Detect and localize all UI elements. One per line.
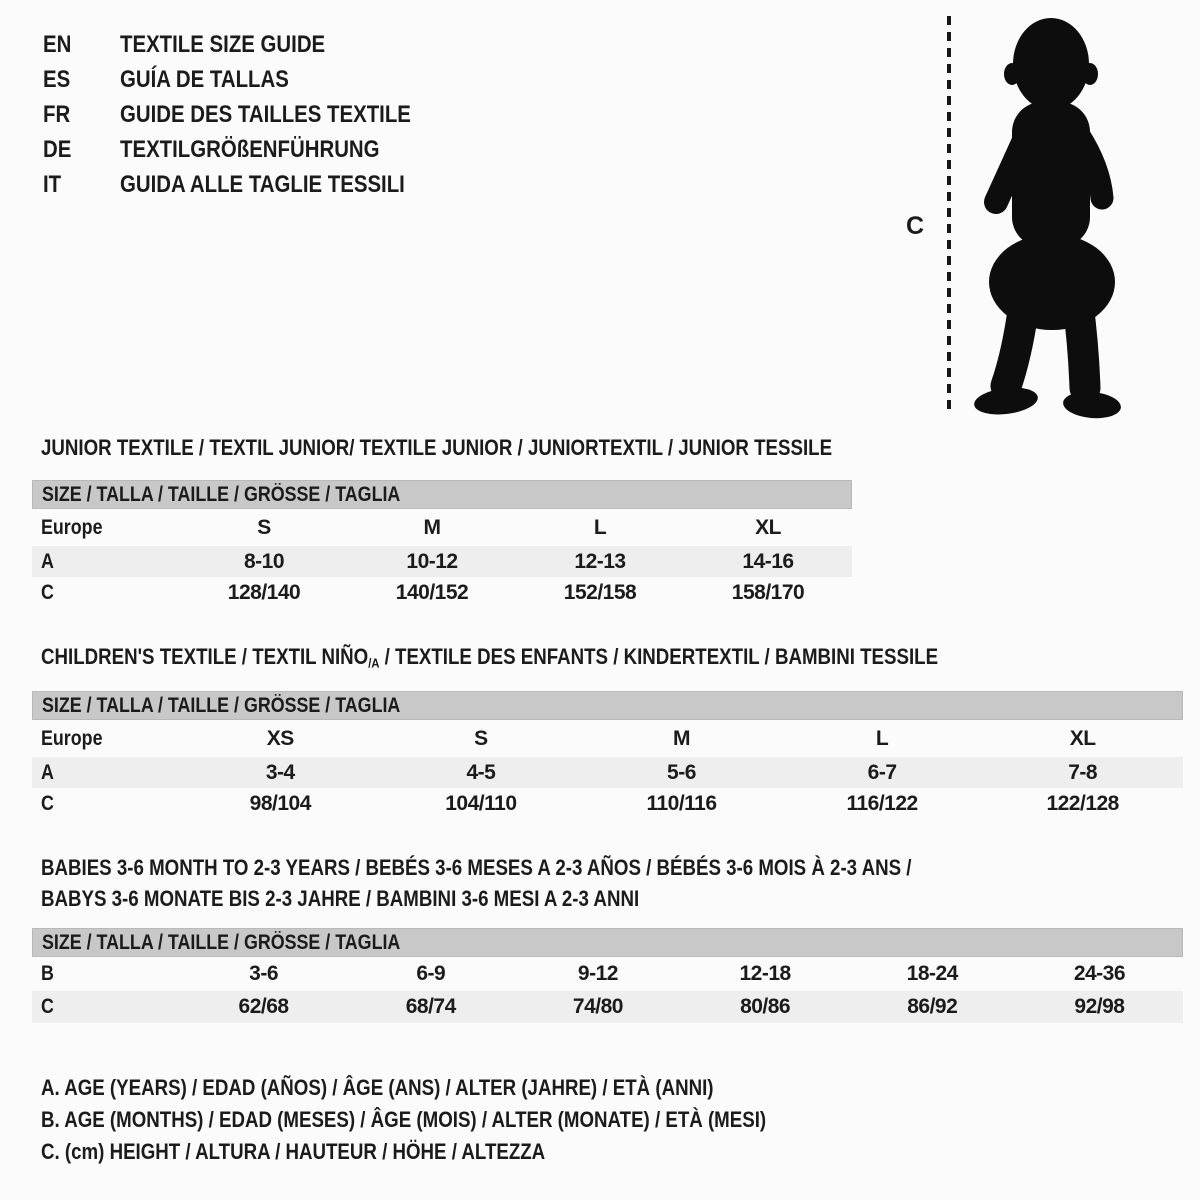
value-cell: 9-12: [577, 962, 618, 985]
language-header: [43, 27, 462, 202]
table-row-c: [32, 577, 852, 608]
language-code: IT: [43, 170, 62, 198]
size-cell: M: [423, 515, 441, 539]
value-cell: 110/116: [646, 791, 717, 815]
junior-size-table: [32, 480, 852, 608]
language-title: GUIDE DES TAILLES TEXTILE: [120, 100, 411, 128]
value-cell: 122/128: [1046, 791, 1119, 815]
size-cell: L: [593, 515, 607, 539]
table-row-europe: [32, 509, 852, 546]
table-row-a: [32, 757, 1183, 788]
value-cell: 12-13: [574, 549, 626, 573]
language-row-es: [43, 62, 462, 97]
row-label: A: [41, 549, 54, 573]
value-cell: 6-9: [416, 962, 446, 985]
language-title: TEXTILGRÖßENFÜHRUNG: [120, 135, 380, 163]
value-cell: 104/110: [445, 791, 517, 815]
measurement-legend: [41, 1072, 894, 1168]
size-header-bar: SIZE / TALLA / TAILLE / GRÖSSE / TAGLIA: [32, 928, 1183, 957]
row-label: Europe: [41, 726, 103, 750]
row-label: C: [41, 995, 54, 1018]
value-cell: 80/86: [740, 995, 791, 1018]
table-row-a: [32, 546, 852, 577]
value-cell: 98/104: [249, 791, 311, 815]
toddler-silhouette-icon: [962, 12, 1138, 420]
size-cell: S: [474, 726, 488, 750]
size-header-bar: SIZE / TALLA / TAILLE / GRÖSSE / TAGLIA: [32, 480, 852, 509]
children-section-title: CHILDREN'S TEXTILE / TEXTIL $NIÑO_{/A}$ / TEXTILE DES ENFANTS / KINDERTEXTIL / BAMBINI TESSILE: [41, 644, 939, 671]
table-row-b: [32, 957, 1183, 991]
row-label: Europe: [41, 515, 103, 539]
legend-line-a: A. AGE (YEARS) / EDAD (AÑOS) / ÂGE (ANS) / ALTER (JAHRE) / ETÀ (ANNI): [41, 1075, 714, 1100]
junior-section-title: JUNIOR TEXTILE / TEXTIL JUNIOR/ TEXTILE JUNIOR / JUNIORTEXTIL / JUNIOR TESSILE: [41, 435, 833, 460]
height-measure-dashed-line: [947, 16, 951, 415]
value-cell: 6-7: [867, 760, 897, 784]
value-cell: 18-24: [906, 962, 958, 985]
size-cell: XL: [1069, 726, 1096, 750]
value-cell: 158/170: [731, 580, 805, 604]
value-cell: 12-18: [739, 962, 791, 985]
babies-section-title: BABIES 3-6 MONTH TO 2-3 YEARS / BEBÉS 3-6 MESES A 2-3 AÑOS / BÉBÉS 3-6 MOIS À 2-3 ANS / BABYS 3-6 MONATE BIS 2-3 JAHRE / BAMBINI 3-6 MESI A 2-3 ANNI: [41, 855, 912, 911]
row-label: C: [41, 791, 54, 815]
size-cell: S: [257, 515, 271, 539]
table-row-c: [32, 991, 1183, 1023]
row-label: B: [41, 962, 54, 985]
language-title: GUIDA ALLE TAGLIE TESSILI: [120, 170, 405, 198]
language-code: FR: [43, 100, 71, 128]
height-measure-label: C: [906, 212, 925, 240]
language-code: ES: [43, 65, 71, 93]
value-cell: 62/68: [238, 995, 289, 1018]
legend-line-b: B. AGE (MONTHS) / EDAD (MESES) / ÂGE (MOIS) / ALTER (MONATE) / ETÀ (MESI): [41, 1107, 767, 1132]
size-cell: XS: [266, 726, 294, 750]
value-cell: 152/158: [563, 580, 637, 604]
language-row-de: [43, 132, 462, 167]
value-cell: 4-5: [466, 760, 496, 784]
size-cell: M: [672, 726, 690, 750]
language-row-it: [43, 167, 462, 202]
value-cell: 8-10: [243, 549, 285, 573]
language-title: GUÍA DE TALLAS: [120, 65, 289, 93]
table-row-c: [32, 788, 1183, 819]
table-row-europe: [32, 720, 1183, 757]
children-size-table: [32, 691, 1183, 819]
value-cell: 116/122: [846, 791, 918, 815]
language-code: DE: [43, 135, 72, 163]
value-cell: 10-12: [406, 549, 458, 573]
language-title: TEXTILE SIZE GUIDE: [120, 30, 326, 58]
value-cell: 92/98: [1074, 995, 1125, 1018]
legend-line-c: C. (cm) HEIGHT / ALTURA / HAUTEUR / HÖHE / ALTEZZA: [41, 1139, 546, 1164]
size-header-bar: SIZE / TALLA / TAILLE / GRÖSSE / TAGLIA: [32, 691, 1183, 720]
value-cell: 3-6: [249, 962, 279, 985]
value-cell: 5-6: [667, 760, 696, 784]
size-cell: L: [875, 726, 889, 750]
language-code: EN: [43, 30, 72, 58]
value-cell: 86/92: [907, 995, 958, 1018]
language-row-en: [43, 27, 462, 62]
value-cell: 68/74: [405, 995, 456, 1018]
value-cell: 7-8: [1068, 760, 1098, 784]
language-row-fr: [43, 97, 462, 132]
value-cell: 24-36: [1073, 962, 1126, 985]
nino-a-subscript: /A: [368, 655, 380, 671]
value-cell: 74/80: [572, 995, 623, 1018]
babies-size-table: [32, 928, 1183, 1023]
row-label: A: [41, 760, 54, 784]
value-cell: 3-4: [265, 760, 295, 784]
row-label: C: [41, 580, 54, 604]
value-cell: 14-16: [742, 549, 794, 573]
value-cell: 140/152: [395, 580, 469, 604]
size-cell: XL: [755, 515, 781, 539]
value-cell: 128/140: [227, 580, 301, 604]
